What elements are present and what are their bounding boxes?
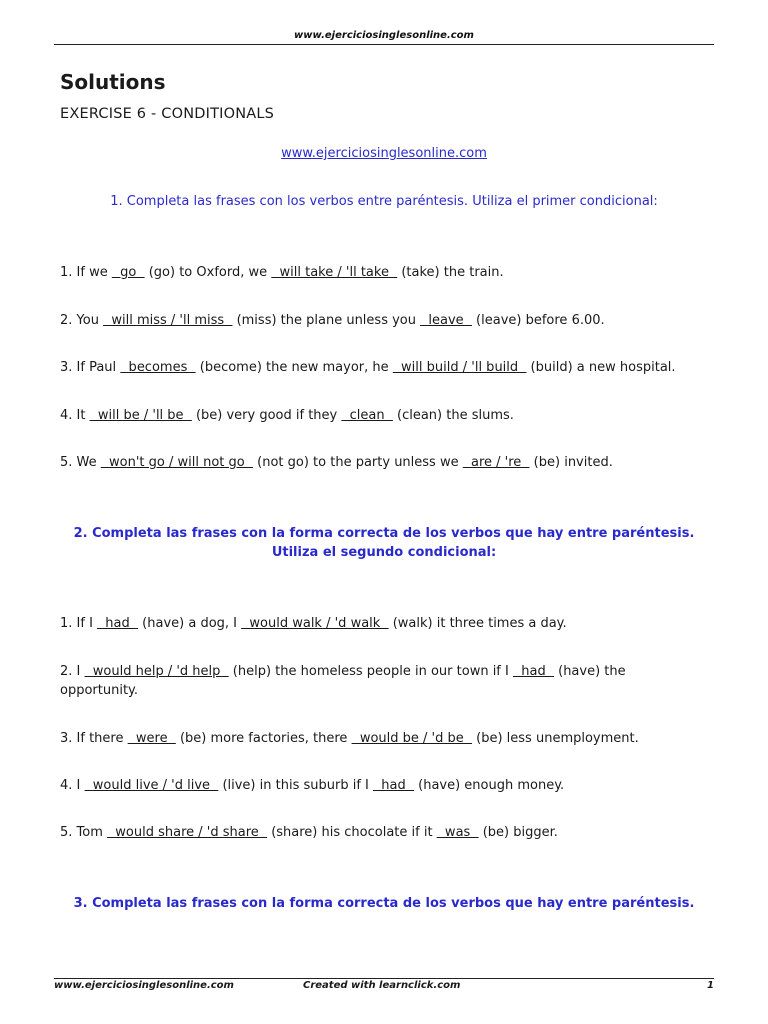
item-text: (become) the new mayor, he	[195, 360, 393, 375]
item-text: (clean) the slums.	[392, 408, 514, 423]
answer-blank: would share / 'd share	[107, 825, 268, 840]
item-text: (have) a dog, I	[138, 616, 242, 631]
answer-blank: would walk / 'd walk	[241, 616, 389, 631]
list-item	[60, 776, 720, 795]
list-item	[60, 406, 720, 425]
page-number: 1	[707, 980, 714, 991]
item-text: (be) very good if they	[191, 408, 342, 423]
item-text: (have) the opportunity.	[60, 664, 626, 698]
answer-blank: will miss / 'll miss	[103, 313, 233, 328]
list-item	[60, 311, 720, 330]
item-text: 1. If we	[60, 265, 112, 280]
header-url: www.ejerciciosinglesonline.com	[294, 30, 474, 41]
item-text: (miss) the plane unless you	[232, 313, 421, 328]
page-title: Solutions	[60, 70, 166, 94]
answer-blank: were	[127, 731, 176, 746]
list-item	[60, 662, 700, 700]
section2-instruction-line2: Utiliza el segundo condicional:	[271, 545, 497, 560]
list-item	[60, 263, 720, 282]
list-item	[60, 358, 720, 377]
item-text: (be) bigger.	[478, 825, 558, 840]
answer-blank: go	[111, 265, 145, 280]
answer-blank: will build / 'll build	[392, 360, 527, 375]
answer-blank: would live / 'd live	[84, 778, 219, 793]
section1-instruction: 1. Completa las frases con los verbos entre paréntesis. Utiliza el primer condicional:	[110, 194, 658, 209]
header-divider	[54, 44, 714, 45]
answer-blank: are / 're	[462, 455, 530, 470]
item-text: (take) the train.	[397, 265, 504, 280]
list-item	[60, 453, 720, 472]
item-text: 4. It	[60, 408, 90, 423]
answer-blank: will take / 'll take	[271, 265, 398, 280]
list-item	[60, 614, 720, 633]
item-text: (not go) to the party unless we	[253, 455, 463, 470]
item-text: 5. Tom	[60, 825, 108, 840]
section2-instruction-line1: 2. Completa las frases con la forma correcta de los verbos que hay entre paréntesis.	[73, 526, 695, 541]
footer-divider	[54, 978, 714, 979]
item-text: 2. You	[60, 313, 104, 328]
item-text: (have) enough money.	[414, 778, 565, 793]
list-item	[60, 729, 720, 748]
item-text: (share) his chocolate if it	[267, 825, 437, 840]
answer-blank: had	[373, 778, 414, 793]
answer-blank: won't go / will not go	[100, 455, 254, 470]
list-item	[60, 823, 720, 842]
answer-blank: would be / 'd be	[351, 731, 473, 746]
answer-blank: leave	[420, 313, 472, 328]
item-text: (build) a new hospital.	[526, 360, 676, 375]
item-text: 3. If there	[60, 731, 128, 746]
item-text: (live) in this suburb if I	[218, 778, 373, 793]
exercise-subtitle: EXERCISE 6 - CONDITIONALS	[60, 106, 275, 122]
site-link[interactable]: www.ejerciciosinglesonline.com	[281, 146, 487, 161]
footer-url: www.ejerciciosinglesonline.com	[54, 980, 234, 991]
item-text: 3. If Paul	[60, 360, 121, 375]
item-text: 4. I	[60, 778, 85, 793]
section3-instruction: 3. Completa las frases con la forma correcta de los verbos que hay entre paréntesis.	[73, 896, 695, 911]
item-text: 2. I	[60, 664, 85, 679]
answer-blank: had	[512, 664, 554, 679]
answer-blank: was	[436, 825, 479, 840]
footer-credit: Created with learnclick.com	[303, 980, 461, 991]
answer-blank: becomes	[120, 360, 196, 375]
answer-blank: had	[97, 616, 139, 631]
item-text: (be) invited.	[529, 455, 613, 470]
section2-instruction	[54, 524, 714, 562]
item-text: 1. If I	[60, 616, 98, 631]
answer-blank: clean	[341, 408, 393, 423]
item-text: (go) to Oxford, we	[144, 265, 272, 280]
answer-blank: would help / 'd help	[84, 664, 229, 679]
item-text: (leave) before 6.00.	[471, 313, 605, 328]
item-text: (be) more factories, there	[175, 731, 352, 746]
answer-blank: will be / 'll be	[89, 408, 192, 423]
item-text: 5. We	[60, 455, 101, 470]
item-text: (walk) it three times a day.	[388, 616, 567, 631]
item-text: (help) the homeless people in our town if I	[228, 664, 513, 679]
item-text: (be) less unemployment.	[472, 731, 639, 746]
